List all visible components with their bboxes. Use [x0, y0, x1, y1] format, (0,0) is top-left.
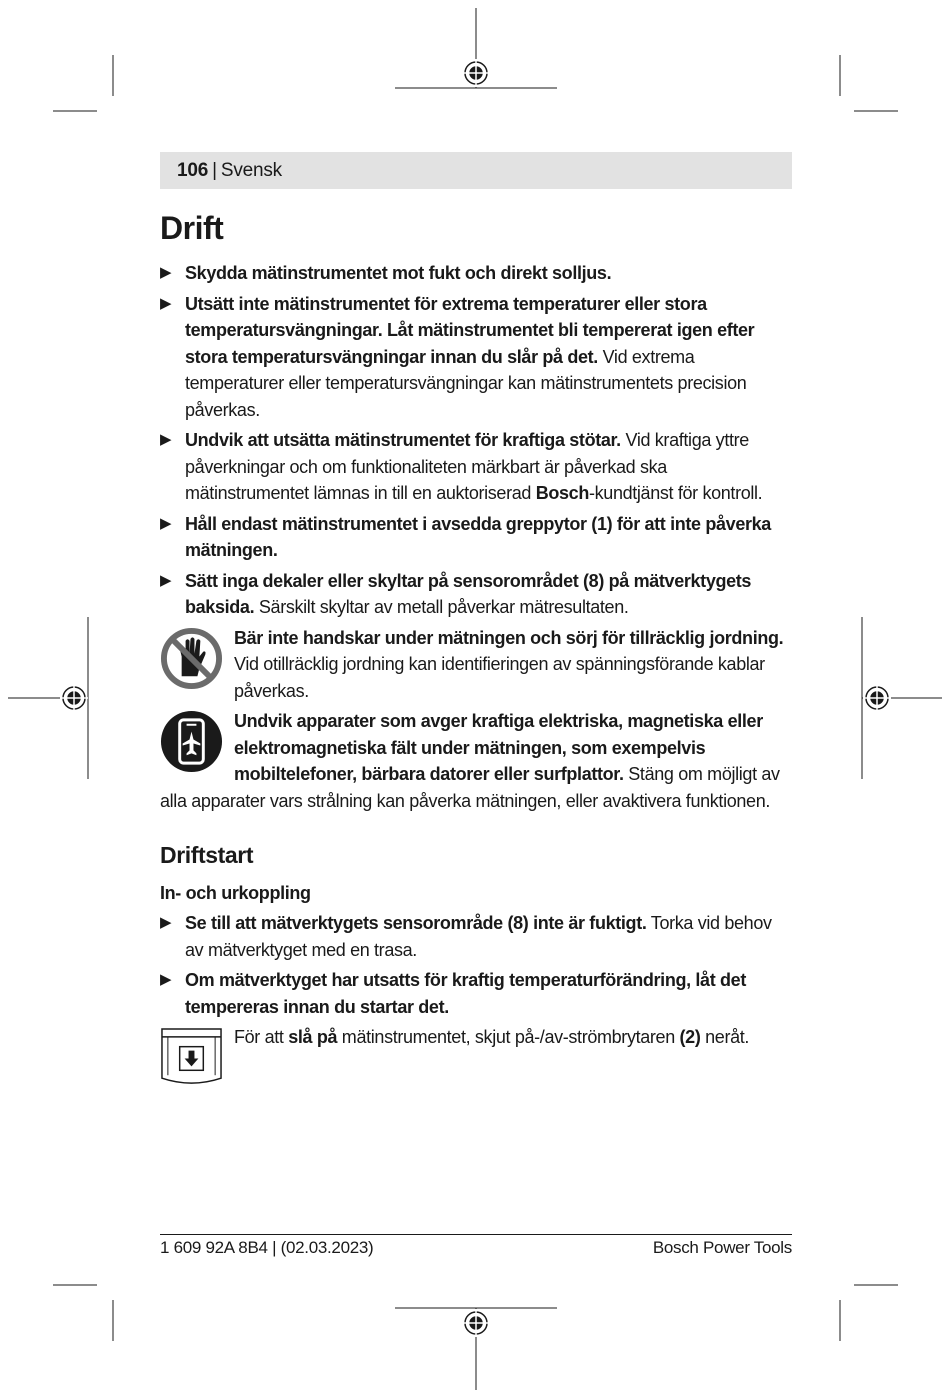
page-header: [160, 152, 792, 189]
no-gloves-icon: [160, 627, 223, 690]
footer-brand: Bosch Power Tools: [652, 1238, 792, 1257]
bullet-arrow-icon: ▶: [160, 264, 172, 281]
list-item-bold: Om mätverktyget har utsatts för kraftig temperaturförändring, låt det tempereras innan du startar det.: [185, 970, 746, 1017]
list-item-bold: Sätt inga dekaler eller skyltar på sensorområdet (8) på mätverktygets baksida.: [185, 570, 752, 617]
brand-name: Bosch: [535, 483, 589, 503]
list-item-text: -kundtjänst för kontroll.: [588, 483, 763, 503]
instruction-bold: slå på: [288, 1027, 338, 1047]
list-item-bold: Undvik att utsätta mätinstrumentet för kraftiga stötar.: [185, 430, 621, 450]
list-item-text: Torka vid behov av mätverktyget med en trasa.: [185, 913, 772, 960]
safety-list: [160, 260, 792, 621]
instruction-bold: (2): [679, 1027, 701, 1047]
bullet-arrow-icon: ▶: [160, 971, 172, 988]
list-item: [160, 511, 792, 564]
startup-list: [160, 910, 792, 1020]
bullet-arrow-icon: ▶: [160, 431, 172, 448]
page-footer: [160, 1234, 792, 1258]
page-number: 106: [177, 159, 209, 181]
list-item: [160, 967, 792, 1020]
list-item: [160, 427, 792, 507]
header-language: Svensk: [220, 159, 282, 181]
list-item: [160, 568, 792, 621]
list-item-bold: Utsätt inte mätinstrumentet för extrema temperaturer eller stora temperatursvängningar. Låt mätinstrumentet bli tempererat igen efter stora temperatursvängningar innan du slår på det.: [185, 293, 755, 367]
instruction-text: neråt.: [700, 1027, 750, 1047]
list-item-text: Vid kraftiga yttre påverkningar och om funktionaliteten märkbart är påverkad ska mätinstrumentet lämnas in till en auktoriserad: [185, 430, 749, 503]
subsection-title: Driftstart: [160, 842, 254, 868]
list-item: [160, 910, 792, 963]
section-title: Drift: [160, 210, 224, 246]
switch-on-instruction: [160, 1024, 792, 1084]
list-item: [160, 291, 792, 424]
sub-subsection-title: In- och urkoppling: [160, 883, 311, 903]
footer-doc-number: 1 609 92A 8B4 | (02.03.2023): [160, 1238, 374, 1257]
instruction-text: mätinstrumentet, skjut på-/av-strömbrytaren: [337, 1027, 680, 1047]
bullet-arrow-icon: ▶: [160, 514, 172, 532]
bullet-arrow-icon: ▶: [160, 571, 172, 589]
warning-text: Vid otillräcklig jordning kan identifieringen av spänningsförande kablar påverkas.: [234, 654, 765, 701]
emf-warning: [160, 708, 792, 814]
slide-switch-down-icon: [160, 1026, 223, 1089]
list-item-bold: Se till att mätverktygets sensorområde (8) inte är fuktigt.: [185, 913, 647, 933]
warning-bold: Bär inte handskar under mätningen och sörj för tillräcklig jordning.: [234, 627, 784, 648]
bullet-arrow-icon: ▶: [160, 914, 172, 931]
instruction-text: För att: [234, 1027, 289, 1047]
warning-bold: Undvik apparater som avger kraftiga elektriska, magnetiska eller elektromagnetiska fält under mätningen, som exempelvis mobiltelefoner, bärbara datorer eller surfplattor.: [234, 711, 763, 784]
bullet-arrow-icon: ▶: [160, 294, 172, 312]
list-item-text: Särskilt skyltar av metall påverkar mätresultaten.: [254, 597, 629, 617]
gloves-warning: [160, 625, 792, 705]
airplane-mode-phone-icon: [160, 710, 223, 773]
list-item-bold: Håll endast mätinstrumentet i avsedda greppytor (1) för att inte påverka mätningen.: [185, 513, 771, 560]
header-separator: |: [212, 159, 217, 181]
list-item-bold: Skydda mätinstrumentet mot fukt och direkt solljus.: [185, 263, 612, 283]
warning-text: Stäng om möjligt av alla apparater vars strålning kan påverka mätningen, eller avaktivera funktionen.: [160, 764, 780, 811]
list-item: [160, 260, 792, 287]
list-item-text: Vid extrema temperaturer eller temperatursvängningar kan mätinstrumentets precision påverkas.: [185, 346, 747, 420]
main-content: [160, 204, 792, 1088]
